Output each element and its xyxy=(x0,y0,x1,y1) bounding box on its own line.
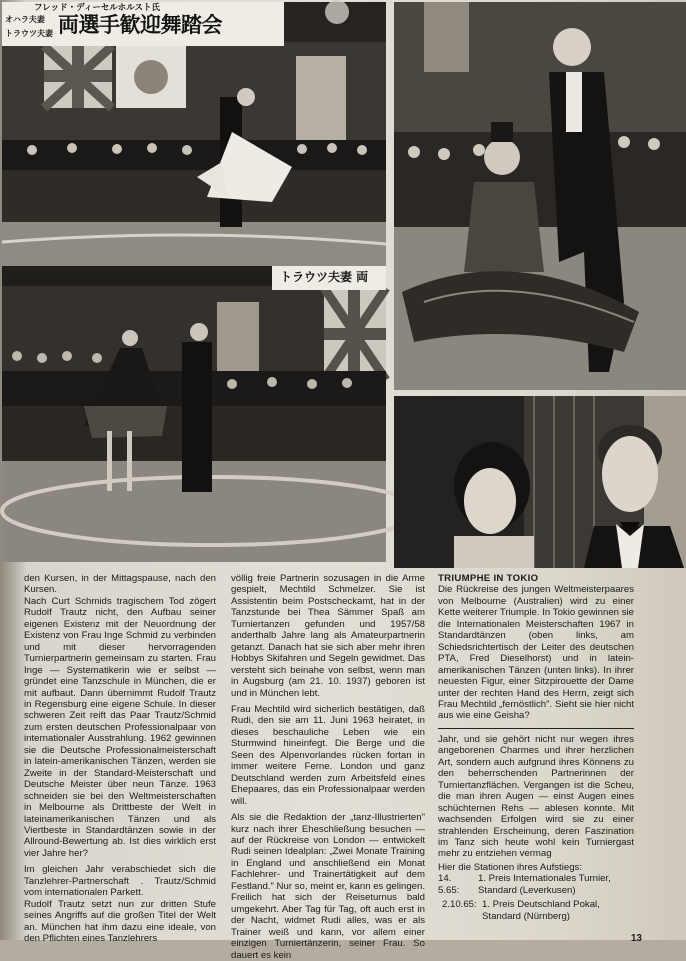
banner-line-3: トラウツ夫妻 xyxy=(5,29,53,38)
photo-couple-portrait xyxy=(394,396,686,568)
station-line-2: Standard (Leverkusen) xyxy=(478,884,576,896)
column2-paragraph: Frau Mechtild wird sicherlich bestätigen, daß Rudi, den sie am 11. Juni 1963 heiratet, in dieses beschauliche Leben wie ein Sturmwind hineinfegt. Die Berge und die Seen des Alpenvorlandes rücken fortan in immer weitere Ferne. London und ganz Deutschland werden zum Arbeitsfeld eines Ehepaares, das ein Professionalpaar werden will. xyxy=(231,703,425,807)
text-column-1 xyxy=(24,573,216,945)
station-item xyxy=(438,899,634,922)
column1-paragraph: den Kursen, in der Mittagspause, nach den Kursen. xyxy=(24,573,216,596)
photo-standard-dance-tokyo xyxy=(2,2,386,266)
page-number: 13 xyxy=(630,933,642,944)
station-date: 2.10.65: xyxy=(442,899,477,911)
column2-paragraph: Als sie die Redaktion der „tanz-Illustrierten" kurz nach ihrer Eheschließung besuchen — auf der Rückreise von London — entwickelt Rudi seinen Idealplan: „Zwei Monate Training in England und anschließend ein Monat Fachlehrer- und Trainertätigkeit auf dem Festland." Nur so, meint er, kann es gelingen. Freilich hat sich der Reiseturnus bald umgekehrt. Aber Tag für Tag, oft auch erst in der Nacht, widmet Rudi alles, was er als Trainer weiß und kann, vor allem einer einzigen Turniertänzerin, seiner Frau. So dauert es kein xyxy=(231,812,425,961)
text-column-3 xyxy=(438,573,634,922)
partial-banner xyxy=(272,266,386,290)
photo-caption: Die Rückreise des jungen Weltmeisterpaares von Melbourne (Australien) wird zu einer Kette weiterer Triumple. In Tokio gewinnen sie die Internationalen Meisterschaften 1967 in Standardtänzen (oben links, am Schiedsrichtertisch der Leiter des deutschen PTA, Fred Dieselhorst) und in latein-amerikanischen Tänzen (unten links). In ihrer neuesten Figur, einer Sitzpirouette der Dame unter der rechten Hand des Herrn, zeigt sich Frau Mechtild „fernöstlich". Sieht sie hier nicht aus wie eine Geisha? xyxy=(438,584,634,722)
column1-paragraph: Nach Curt Schmids tragischem Tod zögert Rudolf Trautz nicht, den Aufbau seiner eigenen Existenz mit der Neuordnung der Existenz von Frau Inge Schmid zu verbinden und mit dieser hervorragenden Turnierpartnerin gemeinsam zu starten. Frau Inge — Systematikerin wie er selbst — gründet eine Tanzschule in München, die er mit aufbaut. Dann übernimmt Rudolf Trautz in Regensburg eine eigene Schule. In dieser schweren Zeit reift das Paar Trautz/Schmid zum ersten deutschen Professionalpaar von internationaler Ausstrahlung. 1962 gewinnen sie die Deutsche Professionalmeisterschaft in latein-amerikanischen Tänzen, werden sie Zweite in der Standard-Meisterschaft und Deutsche Meister über neun Tänze. 1963 schneiden sie bei den Weltmeisterschaften in Melbourne als Drittbeste der Welt in lateinamerikanischen Tänzen und als Viertbeste in Standardtänzen sowie in der Allround-Bewertung ab. Ist dies wirklich erst vier Jahre her? xyxy=(24,595,216,859)
text-column-2 xyxy=(231,573,425,961)
photo-sit-pirouette-image xyxy=(394,2,686,390)
column1-paragraph: Rudolf Trautz setzt nun zur dritten Stufe seines Angriffs auf die großen Titel der Welt an. München hat ihm dazu eine ideale, von den Pflichten eines Tanzlehrers xyxy=(24,898,216,945)
photo-latin-dance-tokyo xyxy=(2,266,386,562)
banner-line-1: フレッド・ディーセルホルスト氏 xyxy=(34,3,160,13)
stations-intro: Hier die Stationen ihres Aufstiegs: xyxy=(438,861,582,873)
photo-sit-pirouette xyxy=(394,2,686,390)
union-jack-flag xyxy=(44,46,112,108)
station-date: 14. 5.65: xyxy=(438,873,460,896)
station-line-2: Standard (Nürnberg) xyxy=(482,910,570,922)
column3-body: Jahr, und sie gehört nicht nur wegen ihres angeborenen Charmes und ihrer herzlichen Art, sondern auch aufgrund ihres Könnens zu den beherrschenden Partnerinnen der Turniertanzflächen. Vergangen ist die Scheu, die man ihren Augen — einst Augen eines schüchternen Rehs — ablesen konnte. Mit wachsenden Erfolgen wird sie zu einer strahlenden Erscheinung, deren Faszination im Tanz sich heute wohl kein Turniergast mehr zu entziehen vermag xyxy=(438,733,634,860)
union-jack-flag xyxy=(324,288,386,380)
photo-couple-portrait-image xyxy=(394,396,686,568)
station-line-1: 1. Preis Internationales Turnier, xyxy=(478,873,611,885)
caption-heading: TRIUMPHE IN TOKIO xyxy=(438,573,539,584)
banner-line-2: オハラ夫妻 xyxy=(5,15,45,24)
station-detail xyxy=(478,899,600,922)
station-line-1: 1. Preis Deutschland Pokal, xyxy=(482,899,600,911)
station-item xyxy=(438,873,634,896)
welcome-banner xyxy=(2,2,284,46)
column1-paragraph: Im gleichen Jahr verabschiedet sich die Tanzlehrer-Partnerschaft . Trautz/Schmid vom internationalen Parkett. xyxy=(24,864,216,899)
station-detail xyxy=(474,873,611,896)
japan-flag xyxy=(116,46,186,108)
partial-banner-text: トラウツ夫妻 両 xyxy=(280,270,369,284)
column2-paragraph: völlig freie Partnerin sozusagen in die Arme gespielt, Mechtild Schmelzer. Sie ist Assistentin beim Postscheckamt, hat in der Tanzstunde bei Thea Sämmer Spaß am Turniertanzen gefunden und 1957/58 anderthalb Jahre lang als Amateurpartnerin getanzt. Danach hat sie sich aber mehr ihren Hobbys Skifahren und Segeln gewidmet. Das versteht sich beinahe von selbst, wenn man in Augsburg (am 21. 10. 1937) geboren ist und in München lebt. xyxy=(231,573,425,699)
banner-title: 両選手歓迎舞踏会 xyxy=(58,13,222,37)
photo-latin-dance-image xyxy=(2,266,386,562)
woman-portrait xyxy=(454,442,534,568)
caption-divider xyxy=(438,728,634,729)
